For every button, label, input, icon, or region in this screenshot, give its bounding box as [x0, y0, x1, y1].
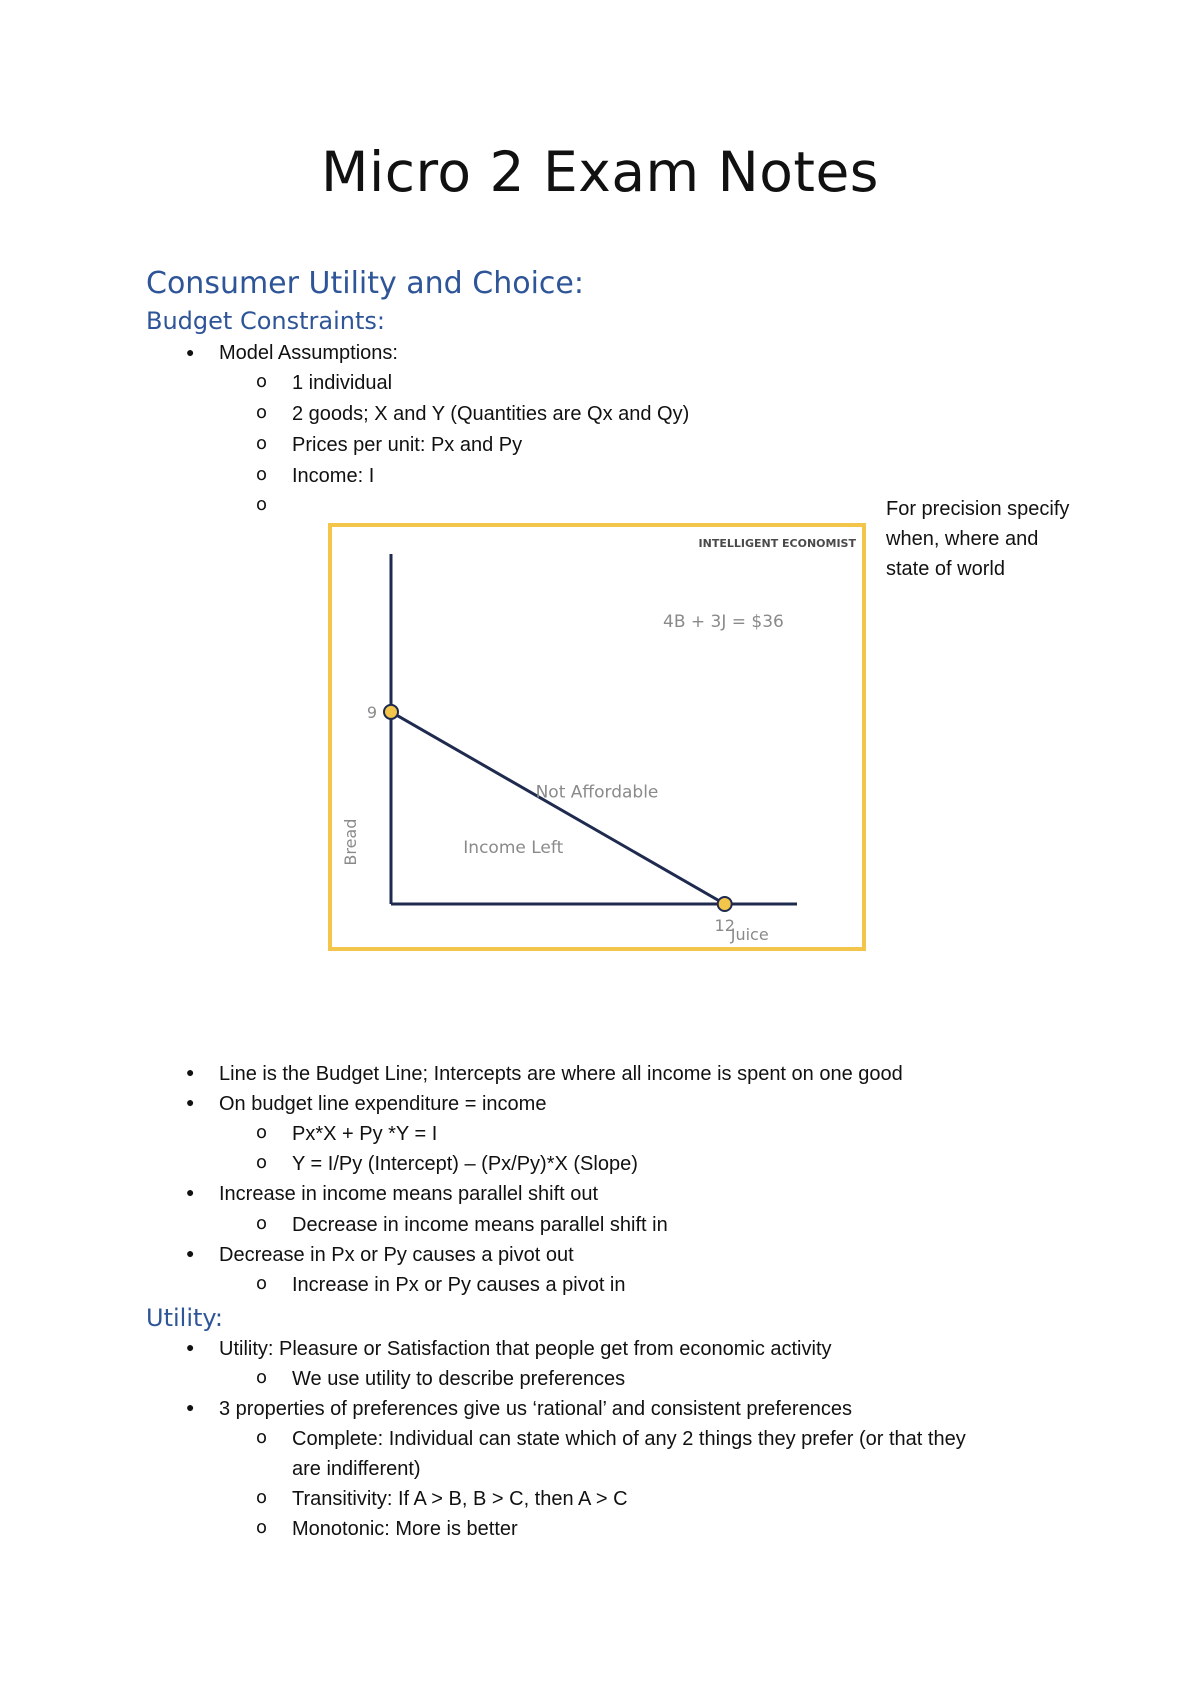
circle-bullet-icon: o [256, 1213, 268, 1234]
list-item: On budget line expenditure = income [219, 1093, 547, 1115]
y-intercept-label: 9 [366, 702, 377, 722]
y-intercept-marker [384, 705, 398, 719]
budget-line [391, 712, 725, 904]
bullet-icon: ● [186, 1399, 195, 1415]
region-income-left-label: Income Left [463, 837, 564, 858]
list-item: 3 properties of preferences give us ‘rational’ and consistent preferences [219, 1398, 852, 1420]
x-axis-label: Juice [730, 925, 769, 944]
circle-bullet-icon: o [256, 1152, 268, 1173]
list-item-continuation: are indifferent) [292, 1458, 421, 1480]
bullet-icon: ● [186, 1339, 195, 1355]
assumption-item: 2 goods; X and Y (Quantities are Qx and Qy) [292, 403, 690, 425]
chart-brand-label: INTELLIGENT ECONOMIST [698, 537, 856, 550]
list-item: Complete: Individual can state which of any 2 things they prefer (or that they [292, 1428, 966, 1450]
assumption-item: Income: I [292, 465, 375, 487]
x-intercept-marker [718, 897, 732, 911]
assumption-item: Prices per unit: Px and Py [292, 434, 523, 456]
list-item: Increase in income means parallel shift out [219, 1183, 599, 1205]
model-assumptions-label: Model Assumptions: [219, 342, 398, 364]
list-item: Monotonic: More is better [292, 1518, 518, 1540]
list-item: Y = I/Py (Intercept) – (Px/Py)*X (Slope) [292, 1153, 638, 1175]
circle-bullet-icon: o [256, 402, 268, 423]
budget-constraints-heading: Budget Constraints: [146, 307, 385, 335]
region-not-affordable-label: Not Affordable [535, 782, 659, 803]
circle-bullet-icon: o [256, 1273, 268, 1294]
circle-bullet-icon: o [256, 1427, 268, 1448]
bullet-icon: ● [186, 1184, 195, 1200]
chart-equation-label: 4B + 3J = $36 [663, 612, 784, 632]
circle-bullet-icon: o [256, 1487, 268, 1508]
utility-heading: Utility: [146, 1304, 223, 1332]
budget-line-chart [328, 523, 866, 951]
x-intercept-label: 12 [714, 916, 735, 935]
bullet-icon: ● [186, 1064, 195, 1080]
circle-bullet-icon: o [256, 1517, 268, 1538]
circle-bullet-icon: o [256, 433, 268, 454]
y-axis-label: Bread [341, 818, 360, 866]
assumption-item: 1 individual [292, 372, 393, 394]
circle-bullet-icon: o [256, 494, 268, 515]
budget-line-chart-svg [332, 527, 862, 947]
circle-bullet-icon: o [256, 371, 268, 392]
bullet-icon: ● [186, 1245, 195, 1261]
list-item: We use utility to describe preferences [292, 1368, 626, 1390]
page-title: Micro 2 Exam Notes [321, 140, 879, 204]
list-item: Increase in Px or Py causes a pivot in [292, 1274, 626, 1296]
circle-bullet-icon: o [256, 464, 268, 485]
bullet-icon: ● [186, 1094, 195, 1110]
list-item: Utility: Pleasure or Satisfaction that people get from economic activity [219, 1338, 832, 1360]
list-item: Px*X + Py *Y = I [292, 1123, 438, 1145]
section-heading: Consumer Utility and Choice: [146, 266, 584, 301]
circle-bullet-icon: o [256, 1122, 268, 1143]
circle-bullet-icon: o [256, 1367, 268, 1388]
side-note: For precision specify when, where and state of world [886, 498, 1070, 580]
bullet-icon: ● [186, 344, 195, 360]
list-item: Transitivity: If A > B, B > C, then A > C [292, 1488, 628, 1510]
list-item: Line is the Budget Line; Intercepts are where all income is spent on one good [219, 1063, 903, 1085]
list-item: Decrease in Px or Py causes a pivot out [219, 1244, 574, 1266]
list-item: Decrease in income means parallel shift in [292, 1214, 668, 1236]
